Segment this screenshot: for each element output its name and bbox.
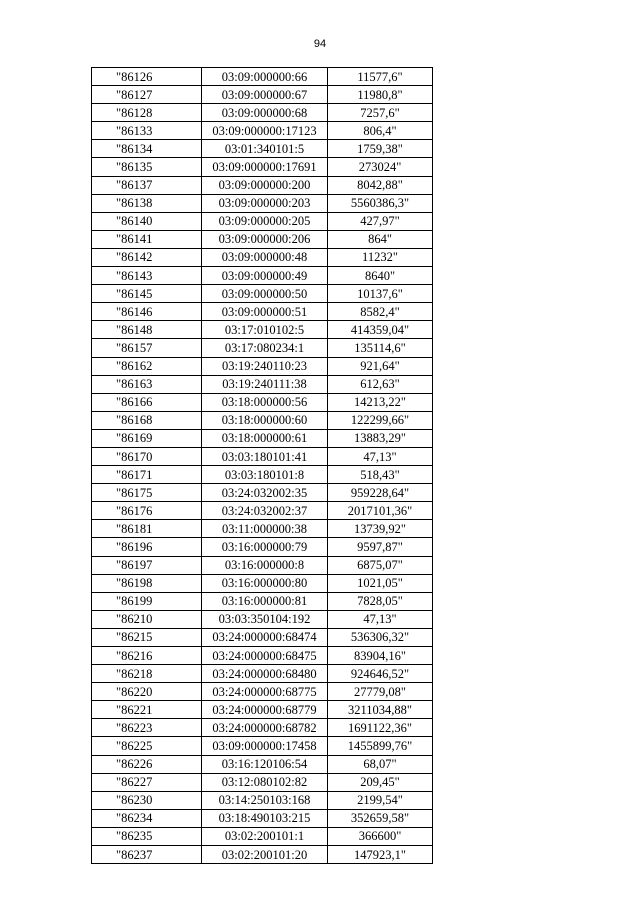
record-number-cell: "86210 xyxy=(92,610,202,628)
cadastral-number-cell: 03:09:000000:49 xyxy=(202,267,328,285)
table-row xyxy=(92,267,433,285)
value-cell: 14213,22" xyxy=(328,393,433,411)
registry-table-body xyxy=(92,68,433,864)
record-number-cell: "86134 xyxy=(92,140,202,158)
table-row xyxy=(92,230,433,248)
cadastral-number-cell: 03:14:250103:168 xyxy=(202,791,328,809)
value-cell: 8042,88" xyxy=(328,176,433,194)
record-number-cell: "86235 xyxy=(92,827,202,845)
table-row xyxy=(92,393,433,411)
table-row xyxy=(92,737,433,755)
value-cell: 366600" xyxy=(328,827,433,845)
value-cell: 6875,07" xyxy=(328,556,433,574)
value-cell: 11577,6" xyxy=(328,68,433,86)
value-cell: 612,63" xyxy=(328,375,433,393)
value-cell: 27779,08" xyxy=(328,683,433,701)
table-row xyxy=(92,447,433,465)
value-cell: 47,13" xyxy=(328,447,433,465)
table-row xyxy=(92,375,433,393)
table-row xyxy=(92,104,433,122)
cadastral-number-cell: 03:09:000000:203 xyxy=(202,194,328,212)
table-row xyxy=(92,429,433,447)
record-number-cell: "86157 xyxy=(92,339,202,357)
value-cell: 1455899,76" xyxy=(328,737,433,755)
cadastral-number-cell: 03:03:180101:41 xyxy=(202,447,328,465)
record-number-cell: "86137 xyxy=(92,176,202,194)
record-number-cell: "86220 xyxy=(92,683,202,701)
cadastral-number-cell: 03:09:000000:48 xyxy=(202,248,328,266)
value-cell: 1691122,36" xyxy=(328,719,433,737)
record-number-cell: "86230 xyxy=(92,791,202,809)
cadastral-number-cell: 03:16:120106:54 xyxy=(202,755,328,773)
record-number-cell: "86128 xyxy=(92,104,202,122)
table-row xyxy=(92,556,433,574)
cadastral-number-cell: 03:24:000000:68782 xyxy=(202,719,328,737)
record-number-cell: "86218 xyxy=(92,665,202,683)
value-cell: 427,97" xyxy=(328,212,433,230)
record-number-cell: "86146 xyxy=(92,303,202,321)
table-row xyxy=(92,339,433,357)
table-row xyxy=(92,303,433,321)
cadastral-number-cell: 03:18:000000:60 xyxy=(202,411,328,429)
cadastral-number-cell: 03:24:000000:68475 xyxy=(202,647,328,665)
table-row xyxy=(92,791,433,809)
table-row xyxy=(92,683,433,701)
cadastral-number-cell: 03:09:000000:17691 xyxy=(202,158,328,176)
record-number-cell: "86176 xyxy=(92,502,202,520)
record-number-cell: "86171 xyxy=(92,466,202,484)
value-cell: 147923,1" xyxy=(328,846,433,864)
table-row xyxy=(92,773,433,791)
cadastral-number-cell: 03:18:490103:215 xyxy=(202,809,328,827)
record-number-cell: "86234 xyxy=(92,809,202,827)
record-number-cell: "86169 xyxy=(92,429,202,447)
value-cell: 273024" xyxy=(328,158,433,176)
table-row xyxy=(92,809,433,827)
record-number-cell: "86181 xyxy=(92,520,202,538)
table-row xyxy=(92,502,433,520)
table-row xyxy=(92,538,433,556)
record-number-cell: "86133 xyxy=(92,122,202,140)
value-cell: 68,07" xyxy=(328,755,433,773)
cadastral-number-cell: 03:17:080234:1 xyxy=(202,339,328,357)
record-number-cell: "86126 xyxy=(92,68,202,86)
value-cell: 959228,64" xyxy=(328,484,433,502)
table-row xyxy=(92,411,433,429)
cadastral-number-cell: 03:11:000000:38 xyxy=(202,520,328,538)
value-cell: 864" xyxy=(328,230,433,248)
record-number-cell: "86148 xyxy=(92,321,202,339)
table-row xyxy=(92,86,433,104)
value-cell: 2199,54" xyxy=(328,791,433,809)
cadastral-number-cell: 03:19:240110:23 xyxy=(202,357,328,375)
registry-table xyxy=(91,67,433,864)
cadastral-number-cell: 03:19:240111:38 xyxy=(202,375,328,393)
cadastral-number-cell: 03:09:000000:50 xyxy=(202,285,328,303)
table-row xyxy=(92,520,433,538)
value-cell: 1021,05" xyxy=(328,574,433,592)
value-cell: 13739,92" xyxy=(328,520,433,538)
value-cell: 8640" xyxy=(328,267,433,285)
record-number-cell: "86162 xyxy=(92,357,202,375)
record-number-cell: "86196 xyxy=(92,538,202,556)
record-number-cell: "86215 xyxy=(92,628,202,646)
table-row xyxy=(92,846,433,864)
cadastral-number-cell: 03:03:180101:8 xyxy=(202,466,328,484)
record-number-cell: "86216 xyxy=(92,647,202,665)
cadastral-number-cell: 03:24:000000:68474 xyxy=(202,628,328,646)
cadastral-number-cell: 03:12:080102:82 xyxy=(202,773,328,791)
record-number-cell: "86163 xyxy=(92,375,202,393)
cadastral-number-cell: 03:02:200101:20 xyxy=(202,846,328,864)
record-number-cell: "86138 xyxy=(92,194,202,212)
cadastral-number-cell: 03:02:200101:1 xyxy=(202,827,328,845)
cadastral-number-cell: 03:17:010102:5 xyxy=(202,321,328,339)
cadastral-number-cell: 03:09:000000:68 xyxy=(202,104,328,122)
cadastral-number-cell: 03:24:000000:68480 xyxy=(202,665,328,683)
value-cell: 11980,8" xyxy=(328,86,433,104)
value-cell: 806,4" xyxy=(328,122,433,140)
cadastral-number-cell: 03:24:032002:37 xyxy=(202,502,328,520)
cadastral-number-cell: 03:16:000000:80 xyxy=(202,574,328,592)
cadastral-number-cell: 03:03:350104:192 xyxy=(202,610,328,628)
record-number-cell: "86175 xyxy=(92,484,202,502)
value-cell: 7257,6" xyxy=(328,104,433,122)
record-number-cell: "86199 xyxy=(92,592,202,610)
record-number-cell: "86168 xyxy=(92,411,202,429)
record-number-cell: "86140 xyxy=(92,212,202,230)
record-number-cell: "86141 xyxy=(92,230,202,248)
value-cell: 209,45" xyxy=(328,773,433,791)
table-row xyxy=(92,827,433,845)
table-row xyxy=(92,755,433,773)
cadastral-number-cell: 03:09:000000:17458 xyxy=(202,737,328,755)
value-cell: 2017101,36" xyxy=(328,502,433,520)
value-cell: 3211034,88" xyxy=(328,701,433,719)
record-number-cell: "86223 xyxy=(92,719,202,737)
cadastral-number-cell: 03:09:000000:51 xyxy=(202,303,328,321)
value-cell: 83904,16" xyxy=(328,647,433,665)
table-row xyxy=(92,628,433,646)
cadastral-number-cell: 03:16:000000:81 xyxy=(202,592,328,610)
table-row xyxy=(92,122,433,140)
table-row xyxy=(92,719,433,737)
value-cell: 122299,66" xyxy=(328,411,433,429)
record-number-cell: "86166 xyxy=(92,393,202,411)
cadastral-number-cell: 03:09:000000:67 xyxy=(202,86,328,104)
record-number-cell: "86145 xyxy=(92,285,202,303)
value-cell: 924646,52" xyxy=(328,665,433,683)
record-number-cell: "86227 xyxy=(92,773,202,791)
cadastral-number-cell: 03:18:000000:56 xyxy=(202,393,328,411)
record-number-cell: "86221 xyxy=(92,701,202,719)
table-row xyxy=(92,466,433,484)
table-row xyxy=(92,484,433,502)
table-row xyxy=(92,140,433,158)
cadastral-number-cell: 03:09:000000:200 xyxy=(202,176,328,194)
table-row xyxy=(92,574,433,592)
table-row xyxy=(92,68,433,86)
value-cell: 518,43" xyxy=(328,466,433,484)
table-row xyxy=(92,647,433,665)
record-number-cell: "86170 xyxy=(92,447,202,465)
record-number-cell: "86237 xyxy=(92,846,202,864)
table-row xyxy=(92,212,433,230)
cadastral-number-cell: 03:16:000000:79 xyxy=(202,538,328,556)
table-row xyxy=(92,158,433,176)
value-cell: 11232" xyxy=(328,248,433,266)
value-cell: 1759,38" xyxy=(328,140,433,158)
table-row xyxy=(92,592,433,610)
cadastral-number-cell: 03:24:032002:35 xyxy=(202,484,328,502)
table-row xyxy=(92,610,433,628)
record-number-cell: "86198 xyxy=(92,574,202,592)
record-number-cell: "86143 xyxy=(92,267,202,285)
table-row xyxy=(92,321,433,339)
value-cell: 536306,32" xyxy=(328,628,433,646)
cadastral-number-cell: 03:24:000000:68775 xyxy=(202,683,328,701)
record-number-cell: "86197 xyxy=(92,556,202,574)
table-row xyxy=(92,665,433,683)
value-cell: 7828,05" xyxy=(328,592,433,610)
cadastral-number-cell: 03:09:000000:205 xyxy=(202,212,328,230)
cadastral-number-cell: 03:24:000000:68779 xyxy=(202,701,328,719)
record-number-cell: "86226 xyxy=(92,755,202,773)
value-cell: 47,13" xyxy=(328,610,433,628)
record-number-cell: "86142 xyxy=(92,248,202,266)
table-row xyxy=(92,701,433,719)
table-row xyxy=(92,285,433,303)
cadastral-number-cell: 03:09:000000:206 xyxy=(202,230,328,248)
cadastral-number-cell: 03:18:000000:61 xyxy=(202,429,328,447)
value-cell: 9597,87" xyxy=(328,538,433,556)
record-number-cell: "86127 xyxy=(92,86,202,104)
record-number-cell: "86225 xyxy=(92,737,202,755)
page-number: 94 xyxy=(313,38,327,50)
value-cell: 5560386,3" xyxy=(328,194,433,212)
cadastral-number-cell: 03:09:000000:17123 xyxy=(202,122,328,140)
cadastral-number-cell: 03:09:000000:66 xyxy=(202,68,328,86)
value-cell: 135114,6" xyxy=(328,339,433,357)
record-number-cell: "86135 xyxy=(92,158,202,176)
value-cell: 10137,6" xyxy=(328,285,433,303)
value-cell: 921,64" xyxy=(328,357,433,375)
table-row xyxy=(92,357,433,375)
table-row xyxy=(92,176,433,194)
table-row xyxy=(92,248,433,266)
value-cell: 8582,4" xyxy=(328,303,433,321)
cadastral-number-cell: 03:16:000000:8 xyxy=(202,556,328,574)
value-cell: 414359,04" xyxy=(328,321,433,339)
table-row xyxy=(92,194,433,212)
value-cell: 352659,58" xyxy=(328,809,433,827)
value-cell: 13883,29" xyxy=(328,429,433,447)
cadastral-number-cell: 03:01:340101:5 xyxy=(202,140,328,158)
